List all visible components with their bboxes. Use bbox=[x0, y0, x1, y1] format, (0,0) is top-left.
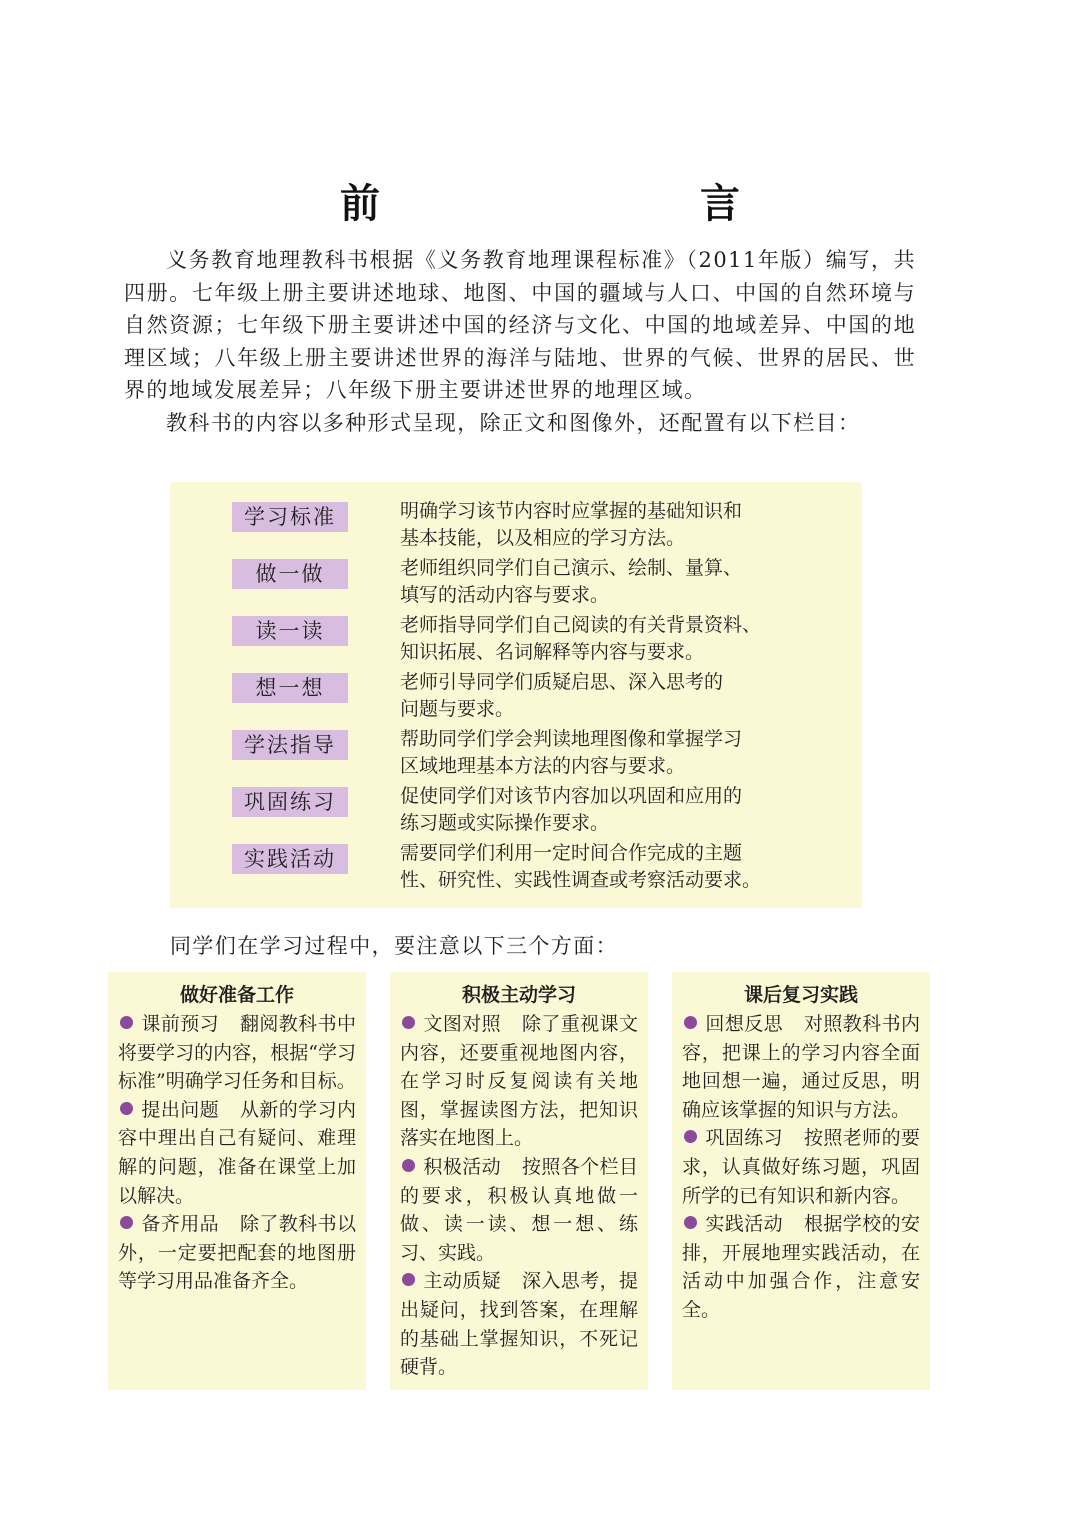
column-description-line: 老师组织同学们自己演示、绘制、量算、 bbox=[400, 557, 743, 579]
column-description-line: 填写的活动内容与要求。 bbox=[400, 584, 610, 606]
tip-item bbox=[682, 1210, 920, 1324]
tip-item bbox=[118, 1096, 356, 1210]
tip-item-heading: 提出问题 bbox=[141, 1098, 220, 1121]
tip-item-heading: 文图对照 bbox=[423, 1013, 502, 1035]
tip-box-preparation bbox=[108, 972, 366, 1390]
tip-box-title: 做好准备工作 bbox=[179, 984, 294, 1006]
tip-item-text: 按照各个栏目的要求，积极认真地做一做、读一读、想一想、练习、实践。 bbox=[400, 1155, 638, 1264]
column-badge: 想一想 bbox=[232, 673, 348, 703]
page-title: 前 言 bbox=[340, 180, 820, 227]
tip-item-heading: 备齐用品 bbox=[141, 1213, 220, 1236]
column-list-box bbox=[170, 482, 862, 908]
bullet-dot-icon bbox=[402, 1159, 415, 1172]
bullet-dot-icon bbox=[684, 1216, 697, 1229]
tip-item bbox=[400, 1153, 638, 1267]
column-description-line: 明确学习该节内容时应掌握的基础知识和 bbox=[400, 500, 743, 522]
column-description-line: 老师引导同学们质疑启思、深入思考的 bbox=[400, 671, 724, 693]
column-description-line: 问题与要求。 bbox=[400, 698, 515, 720]
tip-item-heading: 课前预习 bbox=[141, 1013, 220, 1035]
bullet-dot-icon bbox=[120, 1216, 133, 1229]
tip-item bbox=[400, 1010, 638, 1153]
column-badge: 学法指导 bbox=[232, 730, 348, 760]
tip-item-heading: 回想反思 bbox=[705, 1013, 784, 1035]
column-description-line: 促使同学们对该节内容加以巩固和应用的 bbox=[400, 785, 743, 807]
tip-item bbox=[682, 1124, 920, 1210]
tip-item-text: 翻阅教科书中将要学习的内容，根据“学习标准”明确学习任务和目标。 bbox=[118, 1013, 356, 1093]
intro-paragraph-2: 教科书的内容以多种形式呈现，除正文和图像外，还配置有以下栏目： bbox=[166, 410, 861, 435]
tip-item bbox=[118, 1210, 356, 1296]
tip-item-text: 深入思考，提出疑问，找到答案，在理解的基础上掌握知识，不死记硬背。 bbox=[400, 1270, 638, 1379]
column-row-do-it bbox=[170, 539, 862, 606]
intro-paragraph-1: 义务教育地理教科书根据《义务教育地理课程标准》（2011年版）编写，共四册。七年级上册主要讲述地球、地图、中国的疆域与人口、中国的自然环境与自然资源；七年级下册主要讲述中国的经济与文化、中国的地域差异、中国的地理区域；八年级上册主要讲述世界的海洋与陆地、世界的气候、世界的居民、世界的地域发展差异；八年级下册主要讲述世界的地理区域。 bbox=[124, 248, 916, 403]
bullet-dot-icon bbox=[120, 1102, 133, 1115]
tip-item-text: 从新的学习内容中理出自己有疑问、难理解的问题，准备在课堂上加以解决。 bbox=[118, 1098, 356, 1207]
tip-item-text: 根据学校的安排，开展地理实践活动，在活动中加强合作，注意安全。 bbox=[682, 1213, 920, 1321]
column-row-think-it bbox=[170, 653, 862, 720]
column-description-line: 性、研究性、实践性调查或考察活动要求。 bbox=[400, 869, 762, 891]
tip-item-heading: 主动质疑 bbox=[423, 1270, 502, 1293]
tip-box-review-practice bbox=[672, 972, 930, 1390]
column-description-line: 老师指导同学们自己阅读的有关背景资料、 bbox=[400, 614, 762, 636]
column-badge: 读一读 bbox=[232, 616, 348, 646]
column-badge: 做一做 bbox=[232, 559, 348, 589]
column-description-line: 基本技能，以及相应的学习方法。 bbox=[400, 527, 686, 549]
tip-box-title: 积极主动学习 bbox=[461, 984, 576, 1006]
column-description-line: 区域地理基本方法的内容与要求。 bbox=[400, 755, 686, 777]
column-description-line: 练习题或实际操作要求。 bbox=[400, 812, 610, 834]
tip-item-heading: 巩固练习 bbox=[705, 1127, 784, 1150]
tip-item-heading: 积极活动 bbox=[423, 1155, 502, 1178]
column-row-practical-activity bbox=[170, 824, 862, 891]
intro-text bbox=[124, 244, 916, 440]
column-row-study-standard bbox=[170, 482, 862, 549]
tip-item-heading: 实践活动 bbox=[705, 1213, 784, 1236]
bullet-dot-icon bbox=[684, 1130, 697, 1143]
column-description-line: 帮助同学们学会判读地理图像和掌握学习 bbox=[400, 728, 743, 750]
column-row-method-guide bbox=[170, 710, 862, 777]
tip-item bbox=[682, 1010, 920, 1124]
tip-box-active-learning bbox=[390, 972, 648, 1390]
bullet-dot-icon bbox=[402, 1273, 415, 1286]
column-description bbox=[400, 840, 820, 894]
column-badge: 实践活动 bbox=[232, 844, 348, 874]
bullet-dot-icon bbox=[402, 1016, 415, 1029]
column-badge: 学习标准 bbox=[232, 502, 348, 532]
notice-text: 同学们在学习过程中，要注意以下三个方面： bbox=[170, 934, 618, 958]
tip-box-title: 课后复习实践 bbox=[743, 984, 858, 1006]
bullet-dot-icon bbox=[684, 1016, 697, 1029]
column-row-read-it bbox=[170, 596, 862, 663]
column-description-line: 知识拓展、名词解释等内容与要求。 bbox=[400, 641, 705, 663]
tip-item-text: 除了重视课文内容，还要重视地图内容，在学习时反复阅读有关地图，掌握读图方法，把知识落实在地图上。 bbox=[400, 1013, 638, 1150]
tip-item-text: 对照教科书内容，把课上的学习内容全面地回想一遍，通过反思，明确应该掌握的知识与方法。 bbox=[682, 1013, 920, 1121]
tip-item bbox=[400, 1267, 638, 1381]
tip-item-text: 除了教科书以外，一定要把配套的地图册等学习用品准备齐全。 bbox=[118, 1213, 356, 1293]
column-description-line: 需要同学们利用一定时间合作完成的主题 bbox=[400, 842, 743, 864]
column-row-practice bbox=[170, 767, 862, 834]
tip-item bbox=[118, 1010, 356, 1096]
bullet-dot-icon bbox=[120, 1016, 133, 1029]
column-badge: 巩固练习 bbox=[232, 787, 348, 817]
tip-item-text: 按照老师的要求，认真做好练习题，巩固所学的已有知识和新内容。 bbox=[682, 1127, 920, 1207]
